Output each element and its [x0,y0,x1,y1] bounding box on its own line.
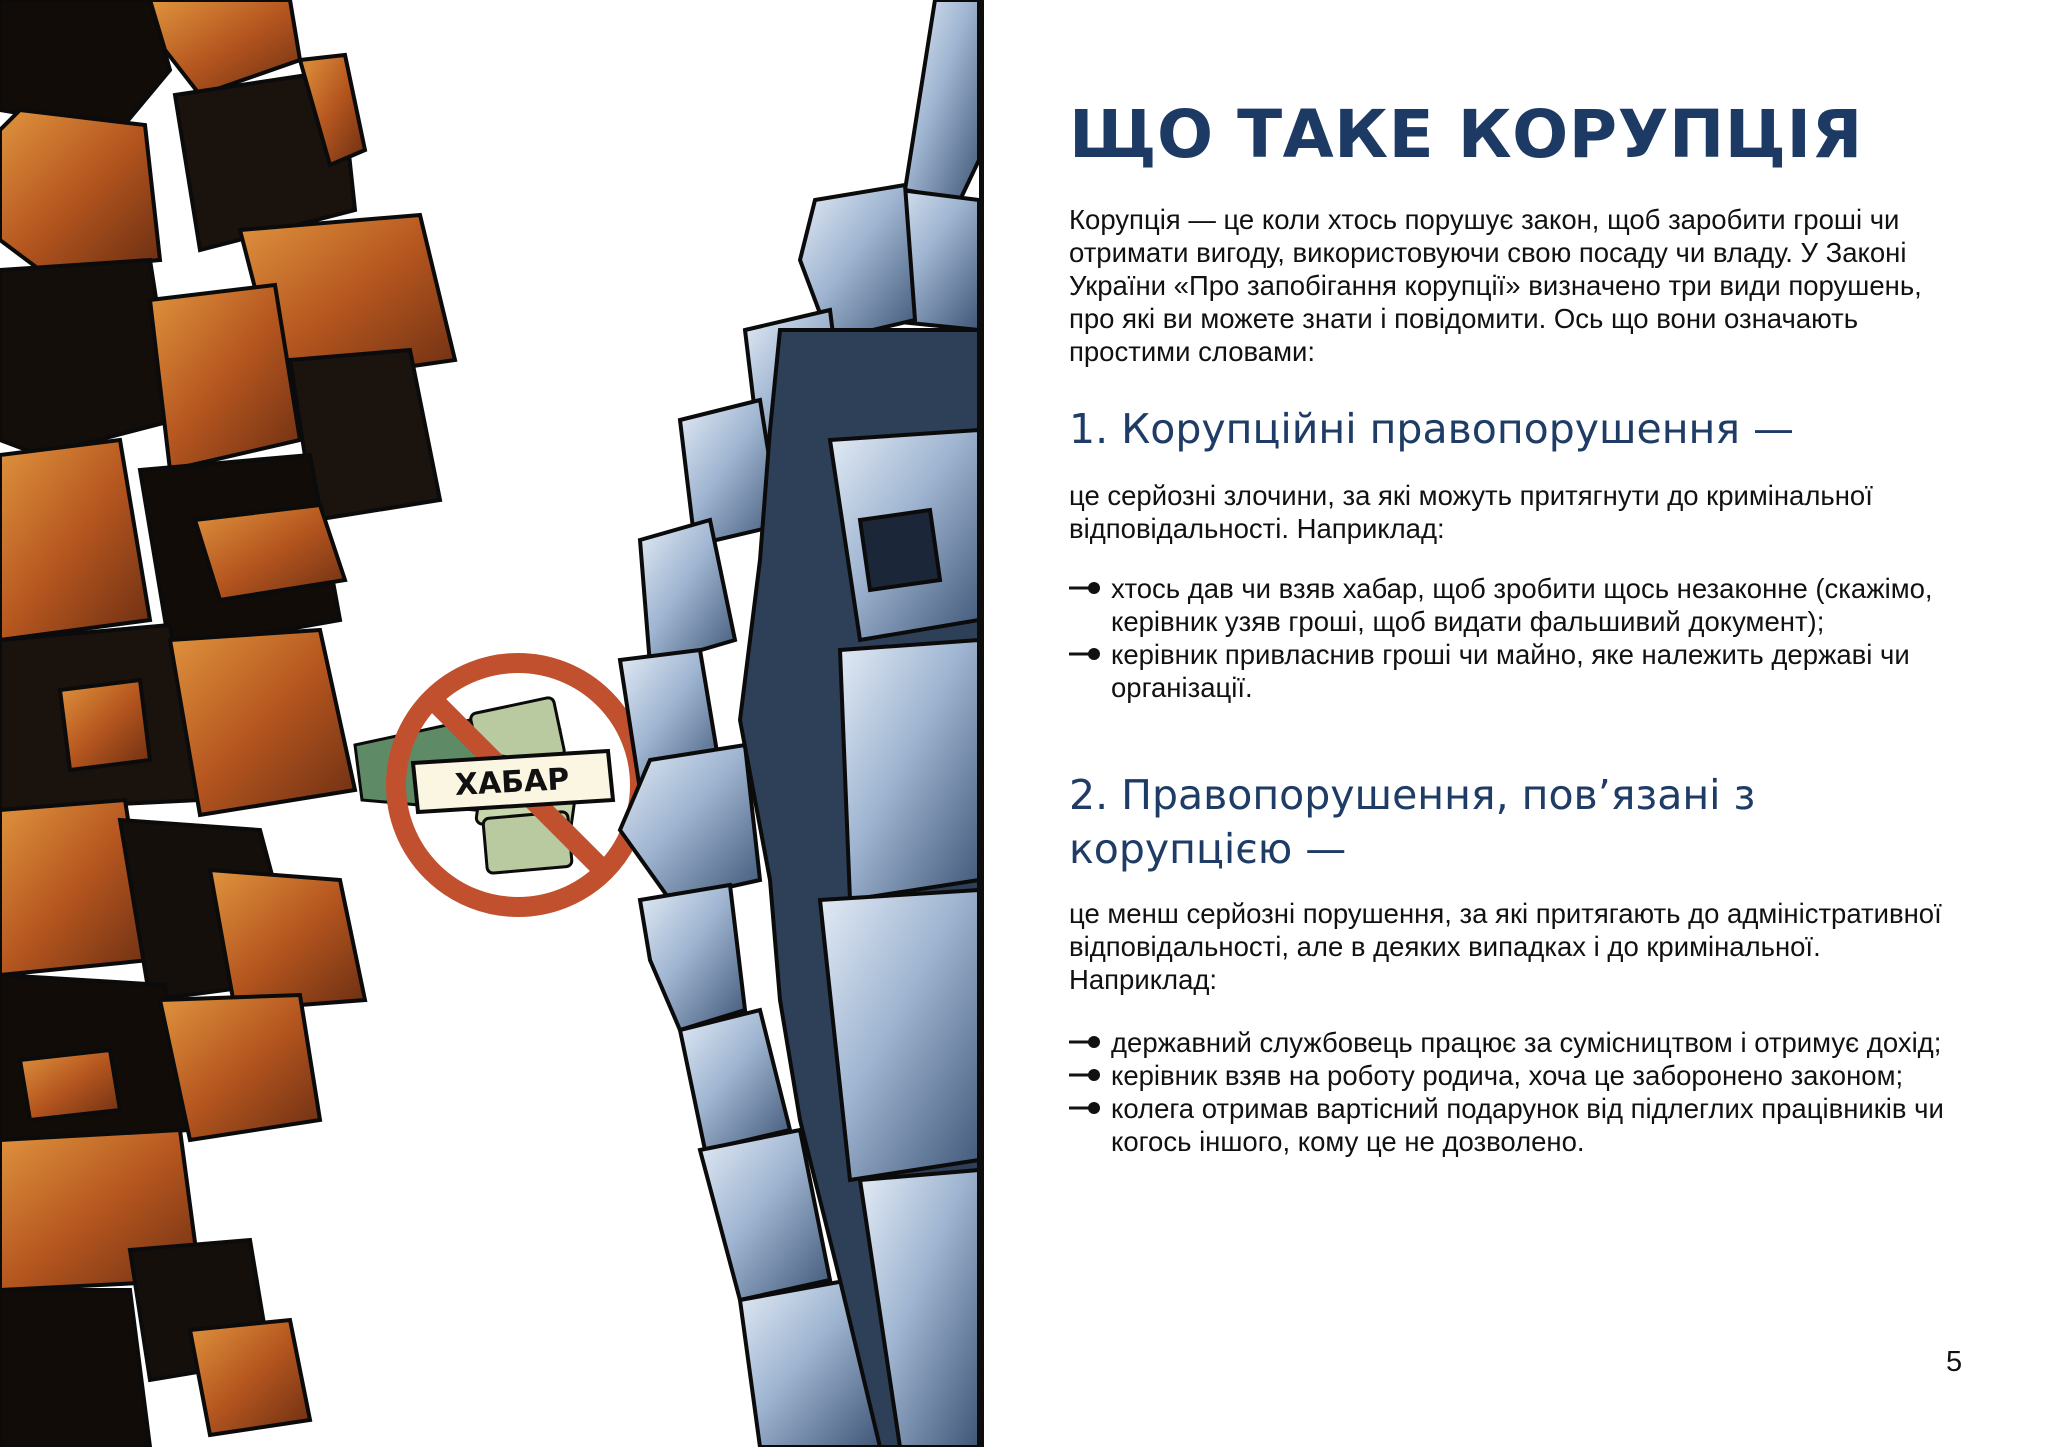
bullet-text: колега отримав вартісний подарунок від підлеглих працівників чи когось іншого, кому це не дозволено. [1111,1093,1944,1157]
section-2-description: це менш серйозні порушення, за які притягають до адміністративної відповідальності, але в деяких випадках і до кримінальної. Наприклад: [1069,898,1942,995]
corruption-illustration [0,0,979,1447]
illustration-panel [0,0,979,1447]
bribe-label: ХАБАР [453,762,571,803]
section-2-title: 2. Правопорушення, пов’язані з корупцією — [1069,771,1756,873]
bullet-text: керівник привласнив гроші чи майно, яке належить державі чи організації. [1111,639,1910,703]
list-item [1069,1059,1949,1092]
rusty-head [0,0,455,1447]
arrow-bullet-icon [1069,646,1103,662]
list-item [1069,638,1949,704]
section-1-description: це серйозні злочини, за які можуть притягнути до кримінальної відповідальності. Наприклад: [1069,480,1873,544]
metal-head [620,0,979,1447]
text-column [984,0,2048,1447]
section-2-bullets [1069,1026,1949,1158]
arrow-bullet-icon [1069,1067,1103,1083]
page-number: 5 [1946,1346,1963,1378]
list-item [1069,572,1949,638]
bullet-text: хтось дав чи взяв хабар, щоб зробити щось незаконне (скажімо, керівник узяв гроші, щоб видати фальшивий документ); [1111,573,1933,637]
section-1-title: 1. Корупційні правопорушення — [1069,405,1795,453]
intro-paragraph: Корупція — це коли хтось порушує закон, щоб заробити гроші чи отримати вигоду, використовуючи свою посаду чи владу. У Законі України «Про запобігання корупції» визначено три види порушень, про які ви можете знати і повідомити. Ось що вони означають простими словами: [1069,204,1922,367]
arrow-bullet-icon [1069,1034,1103,1050]
page-title: ЩО ТАКЕ КОРУПЦІЯ [1069,96,1863,173]
bullet-text: керівник взяв на роботу родича, хоча це заборонено законом; [1111,1060,1904,1091]
arrow-bullet-icon [1069,580,1103,596]
bullet-text: державний службовець працює за сумісництвом і отримує дохід; [1111,1027,1942,1058]
arrow-bullet-icon [1069,1100,1103,1116]
section-1-bullets [1069,572,1949,704]
list-item [1069,1026,1949,1059]
list-item [1069,1092,1949,1158]
